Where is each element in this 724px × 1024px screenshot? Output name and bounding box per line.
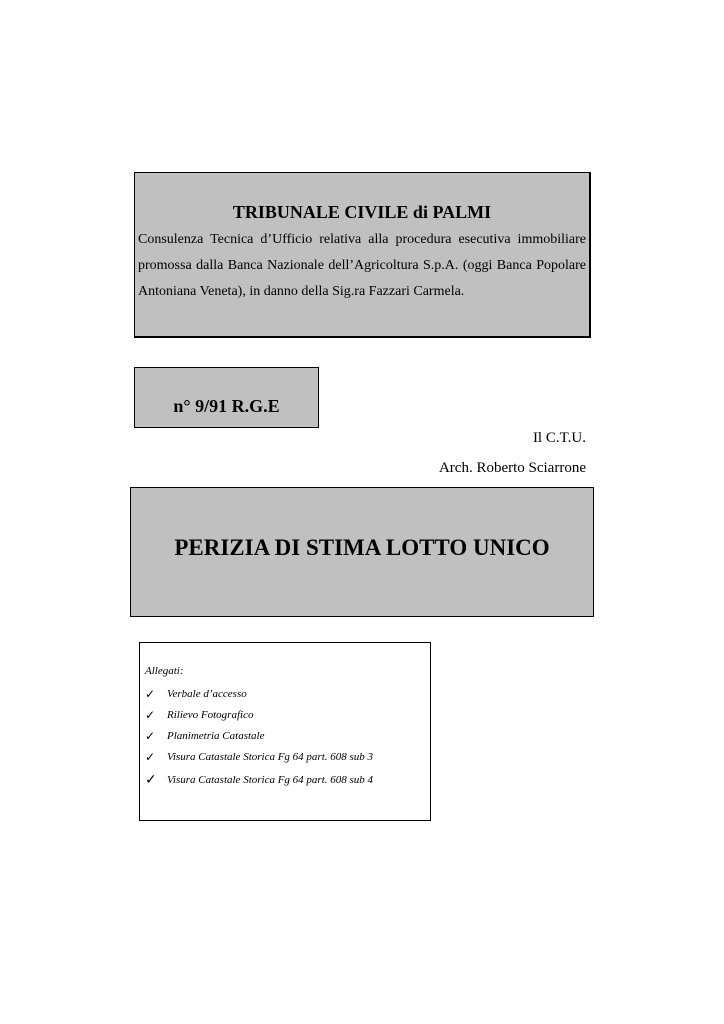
report-title-box: [130, 487, 594, 617]
case-number: n° 9/91 R.G.E: [173, 396, 280, 416]
attachments-label: Allegati:: [145, 665, 184, 677]
court-title: TRIBUNALE CIVILE di PALMI: [232, 202, 492, 222]
court-header-box: [134, 172, 591, 338]
attachment-label: Rilievo Fotografico: [167, 708, 254, 721]
attachment-label: Visura Catastale Storica Fg 64 part. 608 sub 3: [167, 750, 374, 763]
list-item: [145, 767, 430, 793]
case-number-box: [134, 367, 319, 428]
ctu-name: Arch. Roberto Sciarrone: [438, 460, 586, 476]
attachment-label: Visura Catastale Storica Fg 64 part. 608 sub 4: [167, 774, 374, 786]
checkmark-icon: ✓: [145, 707, 156, 722]
attachments-list: [145, 683, 430, 793]
report-title: PERIZIA DI STIMA LOTTO UNICO: [174, 535, 550, 560]
court-description: Consulenza Tecnica d’Ufficio relativa alla procedura esecutiva immobiliare promossa dalla Banca Nazionale dell’Agricoltura S.p.A. (oggi Banca Popolare Antoniana Veneta), in danno della Sig.ra Fazzari Carmela.: [138, 232, 586, 299]
list-item: [145, 683, 430, 704]
ctu-role: Il C.T.U.: [532, 430, 586, 446]
list-item: [145, 725, 430, 746]
attachments-box: [139, 642, 431, 821]
list-item: [145, 704, 430, 725]
checkmark-icon: ✓: [145, 772, 157, 788]
checkmark-icon: ✓: [145, 728, 156, 743]
list-item: [145, 746, 430, 767]
checkmark-icon: ✓: [145, 686, 156, 701]
attachment-label: Verbale d’accesso: [167, 687, 247, 700]
attachment-label: Planimetria Catastale: [167, 729, 265, 742]
checkmark-icon: ✓: [145, 749, 156, 764]
